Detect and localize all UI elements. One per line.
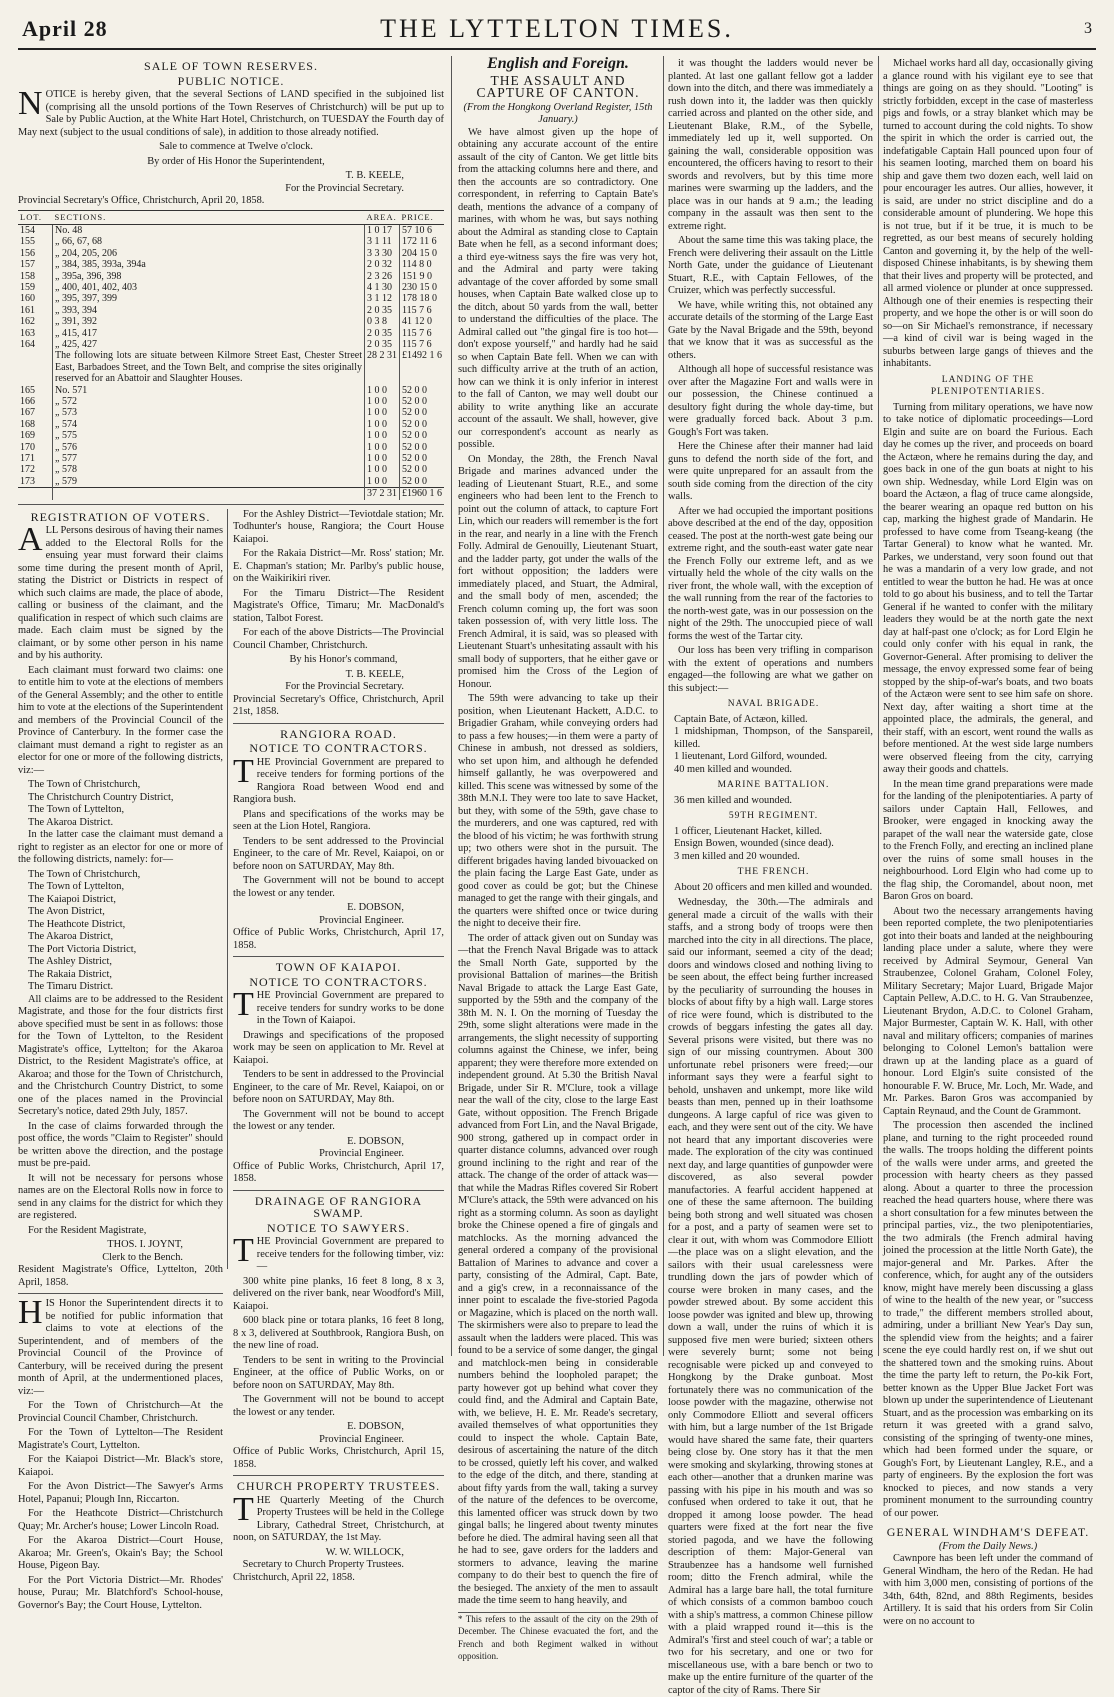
church-signer: W. W. WILLOCK,	[325, 1546, 404, 1558]
lot-sections: „ 574	[55, 418, 77, 430]
district-item: The Kaiapoi District,	[28, 893, 117, 905]
lot-number: 158	[18, 271, 53, 282]
divider	[18, 504, 444, 505]
article-title: THE ASSAULT AND CAPTURE OF CANTON.	[476, 72, 640, 100]
district-list-2	[18, 869, 223, 994]
table-row	[18, 236, 444, 247]
lots-group-b	[18, 385, 444, 488]
lot-number: 157	[18, 259, 53, 270]
lot-number: 160	[18, 293, 53, 304]
article-paragraph: After we had occupied the important positions above described at the end of the day, opposition ceased. The post at the north-west gate being our extreme right, and the south-east water gate near the French Folly our extreme left, and as we virtually held the whole of the city walls on the river front, the whole wall, with the exception of the wall running from the rear of the factories to the north-west gate, was in our possession on the night of the 29th. The unoccupied piece of wall forms the west of the Tartar city.	[668, 505, 873, 642]
article-paragraph: Our loss has been very trifling in comparison with the extent of operations and numbers engaged—the following are what we gather on this subject:—	[668, 645, 873, 694]
church-body	[233, 1490, 444, 1545]
table-row	[18, 271, 444, 282]
superintendent-body: IS Honor the Superintendent directs it to be notified for public information that claims to vote at elections of the Superintendent, and of members of the Provincial Council of the Province of Canterbury, will be received during the present month of April, at the undermentioned places, viz:—	[18, 1298, 223, 1397]
article-paragraph: The order of attack given out on Sunday was—that the French Naval Brigade was to attack the Small North Gate, supported by the provisional Battalion of marines—the British Naval Brigade to attack the Large East Gate, supported by the 59th and the company of the 38th M. N. I. On the morning of Tuesday the 29th, some slight alterations were made in the arrangements, the slight necessity of supporting columns against the Chinese, we infer, being apparent; they were therefore more extended on independent ground. At 5.30 the British Naval Brigade, under Sir R. M'Clure, took a village near the wall of the city, close to the large East Gate, without opposition. The French Brigade advanced from Fort Lin, and the Naval Brigade, 900 strong, gathered up in compact order in quarter distance columns, advanced over rough ground inclining to the right and rear of the attack. The change of the order of attack was—that while the Madras Rifles covered Sir Robert M'Clure's attack, the 59th were advanced on his right as a storming column. As soon as daylight broke the Chinese opened a fire of gingals and matchlocks. As the morning advanced the general ordered a company of the provisional Battalion of Marines to advance and cover a party, consisting of the Admiral, Capt. Bate, and a gig's crew, in a reconnaissance of the inner point to escalade the five-storied Pagoda or Magazine, which is placed on the north wall. The skirmishers were also to prepare to lead the assault when the ladders were placed. This was found to be a service of some danger, the gingal and matchlock-men being in considerable numbers behind the loopholed parapet; the party however got up behind what cover they could find, and the Admiral and Captain Bate, with, we believe, H. E. Mr. Reade's secretary, availed themselves of what opportunities they could to inspect the whole. Captain Bate, desirous of ascertaining the nature of the ditch to be crossed, quietly left his cover, and walked to the edge of the ditch, and there, standing at about fifty yards from the wall, taking a survey of the nature of the defences to be overcome, this lamented officer was struck down by two gingal balls; he lingered about twenty minutes before he died. The admiral having seen all that he had to see, gave orders for the ladders and stormers to advance, leaving the marine company to do their best to quench the fire of the besieged. The anxiety of the men to assault made the time seem to hang heavily, and	[458, 932, 658, 1606]
column-rule	[878, 56, 879, 1356]
lot-sections: „ 393, 394	[55, 304, 97, 316]
sale-body: OTICE is hereby given, that the several Sections of LAND specified in the subjoined list (comprising all the unsold portions of the Town Reserves of Christchurch) will be put up to Sale by Public Auction, at the White Hart Hotel, Christchurch, on TUESDAY the Fourth day of May next (subject to the usual conditions of sale), in addition to those already notified.	[18, 89, 444, 138]
drainage-subheading: NOTICE TO SAWYERS.	[267, 1220, 410, 1235]
lot-sections: „ 395, 397, 399	[55, 293, 117, 305]
lot-area: 2 0 35	[365, 339, 400, 350]
lot-sections: No. 48	[55, 224, 83, 236]
lot-price: 52 0 0	[400, 453, 445, 464]
registration-para3: In the latter case the claimant must demand a right to register as an elector for one or more of the following districts, namely: for—	[18, 829, 223, 866]
lot-price: 230 15 0	[400, 282, 445, 293]
sections-header: SECTIONS.	[53, 210, 365, 224]
lot-price: 52 0 0	[400, 407, 445, 418]
kaiapoi-signer-title: Provincial Engineer.	[319, 1148, 404, 1160]
rangiora-subheading: NOTICE TO CONTRACTORS.	[249, 741, 428, 756]
polling-place: For the Akaroa District—Court House, Akaroa; Mr. Green's, Okain's Bay; the School House, Pigeon Bay.	[18, 1535, 223, 1572]
article-column-1	[458, 55, 658, 1661]
registration-body	[18, 521, 223, 663]
lot-number: 172	[18, 464, 53, 475]
drainage-signer: E. DOBSON,	[347, 1421, 404, 1433]
rangiora-signer: E. DOBSON,	[347, 902, 404, 914]
casualty-group-heading: THE FRENCH.	[737, 867, 810, 877]
divider	[18, 1293, 223, 1294]
table-row	[18, 259, 444, 270]
sale-time: Sale to commence at Twelve o'clock.	[159, 141, 313, 152]
lot-number: 162	[18, 316, 53, 327]
district-list-1	[18, 779, 223, 829]
total-price: £1960 1 6	[400, 488, 445, 500]
lot-price: 115 7 6	[400, 339, 445, 350]
article-column-2	[668, 58, 873, 1696]
sale-office: Provincial Secretary's Office, Christchurch, April 20, 1858.	[18, 195, 265, 206]
article-paragraph: Wednesday, the 30th.—The admirals and general made a circuit of the walls with their staffs, and a strong body of troops were then marched into the city in all directions. The place, said our informant, seemed a city of the dead; doors and windows closed and nothing living to be seen about, the effect being further increased by the peculiarity of surrounding the houses in blocks of about fifty by a high wall. Large stores of rice were found, which is distributed to the crowds of beggars infesting the gates all day. Several prisons were visited, but there was no sign of our missing countrymen. About 300 unfortunate rebel prisoners were freed;—our informant says they were a fearful sight to behold, unshaven and unkempt, more like wild beasts than men, penned up in their loathsome dungeons. A large capful of rice was given to each, and they were sent out of the city. We have not heard that any important discoveries were made. The exploration of the city was continued next day, and large quantities of gunpowder were discovered, as also several powder manufactories. A fearful accident happened at one of these the same afternoon. The building being both strong and well situated was chosen for a post, and a party of seamen were set to clear it out, with whom was Commodore Elliott—the place was on a slight elevation, and the sailors with their usual carelessness were trundling down the jars of powder which of course were broken in many cases, and the powder strewed about. By some accident this loose powder was ignited and blew up, throwing down a wall, under the ruins of which it is supposed five men were buried; sixteen others were severely burnt; some not being recognisable were picked up and conveyed to Hongkong by the Drake gunboat. Most fortunately there was no communication of the loose powder with the magazine, otherwise not only Commodore Elliott and several officers with him, but a large number of the 1st Brigade would have shared the same fate, their quarters being close by. One story has it that the men were smoking and skylarking, throwing stones at each other—another that a drunken marine was passing with his pipe in his mouth and was so confused when ordered to take it out, that he dropped it among loose powder. The head quarters were fixed at the fort near the five storied pagoda, and we have the following description of them: Major-General van Straubenzee has a handsome well furnished room; ditto the French admiral, while the Admiral has a large bare hall, the total furniture of which consists of a common bamboo couch with a ship's mattress, a common Chinese pillow with a plaid wrapped round it—this is the Admiral's 'first and steel couch of war'; a table or two for his secretary, and one or two for miscellaneous use, with a bare bench or two to make up the entire furniture of the quarter of the captor of the city of Rams. There Sir	[668, 897, 873, 1696]
lot-sections: „ 577	[55, 453, 77, 465]
polling-place: For the Ashley District—Teviotdale station; Mr. Todhunter's house, Rangiora; the Court House Kaiapoi.	[233, 508, 444, 545]
table-row	[18, 293, 444, 304]
drainage-body	[233, 1232, 444, 1274]
lot-area: 3 1 11	[365, 236, 400, 247]
sale-signer-title: For the Provincial Secretary.	[285, 182, 404, 194]
district-item: The Christchurch Country District,	[28, 791, 174, 803]
advertisements-column	[18, 58, 444, 1611]
lot-area: 4 1 30	[365, 282, 400, 293]
windham-heading: GENERAL WINDHAM'S DEFEAT.	[886, 1525, 1090, 1539]
church-office: Christchurch, April 22, 1858.	[233, 1571, 355, 1583]
lot-sections: „ 576	[55, 441, 77, 453]
lots-table	[18, 210, 444, 500]
casualty-group-heading: 59TH REGIMENT.	[728, 811, 819, 821]
drainage-heading: DRAINAGE OF RANGIORA SWAMP.	[254, 1193, 423, 1221]
lot-sections: „ 425, 427	[55, 338, 97, 350]
right-notices	[233, 508, 444, 1583]
lot-number: 154	[18, 224, 53, 236]
dropcap-t: T	[233, 986, 254, 1024]
article-col3-body	[883, 58, 1093, 371]
article-paragraph: We have, while writing this, not obtained any accurate details of the storming of the Large East Gate by the Naval Brigade and the 59th, beyond that we know that it was as successful as the others.	[668, 299, 873, 361]
dropcap-t: T	[233, 1232, 254, 1270]
right-office: Provincial Secretary's Office, Christchurch, April 21st, 1858.	[233, 693, 444, 718]
casualty-line: 1 lieutenant, Lord Gilford, wounded.	[674, 751, 828, 762]
registration-office: Resident Magistrate's Office, Lyttelton, 20th April, 1858.	[18, 1264, 223, 1288]
casualty-group-heading: NAVAL BRIGADE.	[727, 699, 820, 709]
article-col2-body	[668, 58, 873, 695]
rangiora-body	[233, 752, 444, 807]
lot-area: 1 0 0	[365, 464, 400, 475]
lot-price: 178 18 0	[400, 293, 445, 304]
casualty-line: Captain Bate, of Actæon, killed.	[674, 713, 808, 725]
lot-number: 167	[18, 407, 53, 418]
drainage-body-text: HE Provincial Government are prepared to receive tenders for the following timber, viz:—	[256, 1236, 444, 1273]
lot-price: 52 0 0	[400, 476, 445, 488]
district-item: The Avon District,	[28, 906, 105, 918]
casualty-line: 3 men killed and 20 wounded.	[674, 850, 800, 862]
casualty-line: Ensign Bowen, wounded (since dead).	[674, 838, 834, 849]
district-item: The Town of Lyttelton,	[28, 804, 125, 816]
lot-number: 168	[18, 419, 53, 430]
table-row	[18, 224, 444, 236]
rangiora-signer-title: Provincial Engineer.	[319, 914, 404, 926]
article-paragraph: In the mean time grand preparations were made for the landing of the plenipotentiaries. A party of sailors under Captain Hall, Fellowes, and Brooker, were engaged in knocking away the parapet of the wall near the waterside gate, close to the French Folly, and erecting an inclined plane over the ruins of some small houses in the neighbourhood. Lord Elgin who had come up to the flag ship, the Coromandel, about noon, met Baron Gros on board.	[883, 778, 1093, 902]
newspaper-title: THE LYTTELTON TIMES.	[380, 14, 734, 43]
lot-number: 170	[18, 442, 53, 453]
rangiora-heading: RANGIORA ROAD.	[280, 726, 397, 741]
table-row	[18, 385, 444, 396]
article-col1-body	[458, 127, 658, 1608]
dropcap-t: T	[233, 752, 254, 790]
lot-number: 159	[18, 282, 53, 293]
polling-place: For the Town of Lyttelton—The Resident Magistrate's Court, Lyttelton.	[18, 1427, 223, 1451]
subtotal-area: 28 2 31	[365, 350, 400, 384]
masthead-rule	[18, 48, 1096, 50]
registration-for: For the Resident Magistrate,	[28, 1224, 147, 1236]
article-paragraph: About the same time this was taking place, the French were delivering their assault on the Little North Gate, under the guidance of Lieutenant Stuart, R.E., with Captain Fellowes, of the Cruizer, which was perfectly successful.	[668, 235, 873, 296]
sale-subheading: PUBLIC NOTICE.	[177, 73, 285, 88]
masthead	[0, 0, 1114, 50]
dropcap-t: T	[233, 1490, 254, 1528]
table-row	[18, 442, 444, 453]
lot-number: 166	[18, 396, 53, 407]
lot-price: 41 12 0	[400, 316, 445, 327]
kaiapoi-body-text: HE Provincial Government are prepared to receive tenders for sundry works to be done in the Town of Kaiapoi.	[256, 990, 444, 1027]
kaiapoi-subheading: NOTICE TO CONTRACTORS.	[249, 974, 428, 989]
table-row	[18, 282, 444, 293]
lot-sections: „ 395a, 396, 398	[55, 270, 122, 282]
casualty-line: 1 officer, Lieutenant Hacket, killed.	[674, 825, 822, 837]
polling-place: For the Town of Christchurch—At the Provincial Council Chamber, Christchurch.	[18, 1400, 223, 1424]
lot-price: 115 7 6	[400, 328, 445, 339]
table-row	[18, 453, 444, 464]
table-row	[18, 339, 444, 350]
lot-number: 156	[18, 248, 53, 259]
dropcap-n: N	[18, 85, 43, 122]
lot-area: 1 0 0	[365, 419, 400, 430]
polling-place: For the Kaiapoi District—Mr. Black's store, Kaiapoi.	[18, 1454, 223, 1478]
casualty-line: 1 midshipman, Thompson, of the Sanspareil, killed.	[674, 726, 873, 750]
district-item: The Heathcote District,	[28, 918, 126, 930]
casualty-line: 40 men killed and wounded.	[674, 763, 793, 775]
divider	[233, 1475, 444, 1476]
kaiapoi-p4: The Government will not be bound to accept the lowest or any tender.	[233, 1108, 444, 1133]
registration-signer-title: Clerk to the Bench.	[102, 1251, 183, 1263]
church-signer-title: Secretary to Church Property Trustees.	[242, 1559, 404, 1571]
superintendent-notice	[18, 1294, 223, 1398]
section-heading: English and Foreign.	[487, 55, 629, 72]
lot-number: 173	[18, 476, 53, 488]
lot-price: 52 0 0	[400, 419, 445, 430]
article-paragraph: We have almost given up the hope of obtaining any accurate account of the entire assault of the city of Canton. We get little bits from the attacking columns here and there, and then the accounts are so contradictory. One correspondent, in referring to Captain Bate's death, mentions the advance of a company of marines, with whom he was, but says nothing about the Admiral as standing close to Captain Bate when he fell, as a second informant does; a third eye-witness says the fire was very hot, and the Admiral and party were taking advantage of the cover afforded by some small houses, when Captain Bate walked close up to the ditch, about 50 yards from the wall, better to understand the difficulties of the place. The Admiral called out "the gingal fire is too hot—don't expose yourself," and hardly had he said so when Captain Bate fell. When we can with such difficulty arrive at the truth of an action, how can we think it is only inferior in interest to the fall of Canton, we may well doubt our ability to write anything like an accurate account of the assault. We shall, however, give our correspondent's account as nearly as possible.	[458, 126, 658, 450]
table-row	[18, 248, 444, 259]
landing-heading: LANDING OF THE PLENIPOTENTIARIES.	[930, 374, 1046, 397]
district-item: The Town of Christchurch,	[28, 868, 141, 880]
lot-number: 171	[18, 453, 53, 464]
registration-notice	[18, 509, 223, 1611]
drainage-office: Office of Public Works, Christchurch, April 15, 1858.	[233, 1446, 444, 1470]
lot-number: 169	[18, 430, 53, 441]
article-paragraph: Although all hope of successful resistance was over after the Magazine Fort and walls were in our possession, the Chinese continued a desultory fight during the whole day-time, but were gradually forced back. About 3 p.m. Gough's Fort was taken.	[668, 364, 873, 438]
article-paragraph: Here the Chinese after their manner had laid guns to defend the north side of the fort, and were quite unprepared for an assault from the south side coming from the direction of the city walls.	[668, 441, 873, 502]
polling-place: For the Timaru District—The Resident Magistrate's Office, Timaru; Mr. MacDonald's station, Talbot Forest.	[233, 587, 444, 624]
area-header: AREA.	[365, 210, 400, 224]
lot-sections: „ 573	[55, 407, 77, 419]
registration-para6: It will not be necessary for persons whose names are on the Electoral Rolls now in force to send in any claims for the district for which they are registered.	[18, 1172, 223, 1222]
church-body-text: HE Quarterly Meeting of the Church Property Trustees will be held in the College Library, Cathedral Street, Christchurch, at noon, on SATURDAY, the 1st May.	[233, 1494, 444, 1544]
article-paragraph: The 59th were advancing to take up their position, when Lieutenant Hackett, A.D.C. to Brigadier Graham, while conveying orders had to pass a few houses;—in them were a party of Chinese in ambush, not dressed as soldiers, who set upon him, and although he defended himself gallantly, he was overpowered and killed. This scene was witnessed by some of the 38th M.N.I. They were too late to save Hacket, but they, with some of the 59th, gave chase to the murderers, and one was captured, red with the blood of his victim; he was forthwith strung up; two others were shot in the pursuit. The different brigades having landed bivouacked on the plain facing the Large East Gate, under as good cover as could be got; but the Chinese managed to get the range with their gingals, and the quarters were shifted once or twice during the night to deceive their fire.	[458, 693, 658, 929]
district-item: The Akaroa District.	[28, 816, 114, 828]
article-paragraph: it was thought the ladders would never be planted. At last one gallant fellow got a ladder down into the ditch, and there was immediately a rush down into it, the ladder was then quickly carried across and planted on the other side, and Lieutenant Blake, R.M., of the Sybelle, immediately led up it, well supported. On gaining the wall, considerable opposition was encountered, the officers having to resort to their swords and revolvers, but by this time more marines were swarming up the ladders, and the place was in our hands at 9 a.m.; the leading company in the assault was then sent to the extreme right.	[668, 58, 873, 232]
lot-area: 3 3 30	[365, 248, 400, 259]
lot-sections: „ 572	[55, 396, 77, 407]
page-number: 3	[1084, 20, 1092, 37]
lot-price: 204 15 0	[400, 248, 445, 259]
lot-sections: „ 415, 417	[55, 327, 97, 339]
district-item: The Akaroa District,	[28, 931, 114, 943]
kaiapoi-office: Office of Public Works, Christchurch, April 17, 1858.	[233, 1160, 444, 1185]
polling-place: For the Port Victoria District—Mr. Rhodes' house, Purau; Mr. Blatchford's School-house, Governor's Bay; the Court House, Lyttelton.	[18, 1574, 223, 1611]
sale-heading: SALE OF TOWN RESERVES.	[144, 59, 318, 73]
table-row	[18, 430, 444, 441]
registration-para4: All claims are to be addressed to the Resident Magistrate, and those for the four districts first above specified must be sent in as follows: those for the Town of Lyttelton, to the Resident Magistrate's office, Lyttelton; for the Akaroa District, to the Resident Magistrate's office, at Akaroa; and those for the Town of Christchurch, and the Christchurch Country District, to some one of the places named in the Provincial Secretary's notice, dated 29th July, 1857.	[18, 993, 223, 1118]
lot-header: LOT.	[18, 210, 53, 224]
table-row	[18, 396, 444, 407]
drainage-p2: 300 white pine planks, 16 feet 8 long, 8 x 3, delivered on the river bank, near Woodford's Mill, Kaiapoi.	[233, 1275, 444, 1312]
lots-middle-note: The following lots are situate between Kilmore Street East, Chester Street East, Barbadoes Street, and the Town Belt, and comprise the sites originally reserved for an Abattoir and Slaughter Houses.	[55, 350, 362, 385]
lot-price: 52 0 0	[400, 430, 445, 441]
lot-sections: „ 66, 67, 68	[55, 236, 102, 248]
casualty-line: 36 men killed and wounded.	[674, 794, 793, 806]
sale-notice	[18, 85, 444, 139]
kaiapoi-p2: Drawings and specifications of the proposed work may be seen on application to Mr. Revel at Kaiapoi.	[233, 1029, 444, 1066]
footnote: * This refers to the assault of the city on the 29th of December. The Chinese evacuated the fort, and the French and both Regiment walked in without opposition.	[458, 1613, 658, 1661]
divider	[233, 956, 444, 957]
lot-area: 2 0 35	[365, 305, 400, 316]
kaiapoi-body	[233, 986, 444, 1028]
right-order: By his Honor's command,	[289, 654, 398, 666]
divider	[233, 723, 444, 724]
lot-sections: „ 391, 392	[55, 316, 97, 328]
lot-price: 52 0 0	[400, 396, 445, 407]
lot-price: 172 11 6	[400, 236, 445, 247]
issue-date: April 28	[22, 16, 108, 41]
article-col2-body-cont	[668, 897, 873, 1697]
registration-para2: Each claimant must forward two claims: one to entitle him to vote at the elections of members of the General Assembly; and the other to entitle him to vote at the elections of the Superintendent and members of the Provincial Council of the Province of Canterbury. In the former case the claimant must demand a right to register as an elector for one or more of the following districts, viz:—	[18, 664, 223, 776]
lots-middle	[18, 350, 444, 384]
district-item: The Ashley District,	[28, 956, 112, 968]
lot-number: 155	[18, 236, 53, 247]
column-rule	[451, 56, 452, 1356]
casualty-line: About 20 officers and men killed and wounded.	[674, 881, 873, 893]
lot-area: 2 3 26	[365, 271, 400, 282]
lot-area: 2 0 35	[365, 328, 400, 339]
lot-sections: „ 578	[55, 464, 77, 476]
lot-price: 52 0 0	[400, 442, 445, 453]
polling-place: For each of the above Districts—The Provincial Council Chamber, Christchurch.	[233, 627, 444, 651]
table-row	[18, 316, 444, 327]
casualty-group-heading: MARINE BATTALION.	[717, 780, 830, 790]
article-paragraph: On Monday, the 28th, the French Naval Brigade and marines advanced under the leading of Lieutenant Stuart, R.E., and some engineers who had been lent to the French to point out the column of attack, to capture Fort Lin, which our readers will remember is the fort in the rear, and nearly in a line with the French Folly. Admiral de Genouilly, Lieutenant Stuart, and the ladder party, got under the walls of the fort without opposition; the ladders were immediately placed, and Stuart, the Admiral, and the small body of men, ascended; the French column coming up, the fort was soon taken possession of, with very little loss. The French Admiral, it is said, was so pleased with Lieutenant Stuart's unhesitating assault with his small body of supporters, that he either gave or promised him the Cross of the Legion of Honour.	[458, 453, 658, 690]
polling-places-cont	[233, 509, 444, 653]
district-item: The Town of Christchurch,	[28, 779, 141, 791]
table-row	[18, 419, 444, 430]
article-source: (From the Hongkong Overland Register, 15th January.)	[463, 101, 653, 125]
sale-signer: T. B. KEELE,	[345, 170, 404, 181]
lots-group-a	[18, 224, 444, 350]
right-signer-title: For the Provincial Secretary.	[285, 681, 404, 693]
windham-source: (From the Daily News.)	[938, 1540, 1038, 1552]
lot-sections: No. 571	[55, 384, 88, 396]
table-row	[18, 328, 444, 339]
polling-places	[18, 1400, 223, 1612]
lot-area: 1 0 0	[365, 430, 400, 441]
price-header: PRICE.	[400, 210, 445, 224]
lot-area: 1 0 0	[365, 453, 400, 464]
district-item: The Port Victoria District,	[28, 943, 137, 955]
drainage-p3: 600 black pine or totara planks, 16 feet 8 long, 8 x 3, delivered at Southbrook, Rangiora Bush, on the new line of road.	[233, 1315, 444, 1352]
lot-sections: „ 204, 205, 206	[55, 247, 117, 259]
casualty-list	[668, 698, 873, 894]
lot-number: 161	[18, 305, 53, 316]
lot-price: 114 8 0	[400, 259, 445, 270]
column-rule	[663, 56, 664, 1356]
lot-number: 163	[18, 328, 53, 339]
polling-place: For the Heathcote District—Christchurch Quay; Mr. Archer's house; Lower Lincoln Road.	[18, 1508, 223, 1532]
lot-price: 115 7 6	[400, 305, 445, 316]
lot-area: 3 1 12	[365, 293, 400, 304]
kaiapoi-p3: Tenders to be sent in addressed to the Provincial Engineer, to the care of Mr. Revel, Kaiapoi, on or before noon on SATURDAY, May 8th.	[233, 1069, 444, 1106]
right-signer: T. B. KEELE,	[345, 668, 404, 680]
table-row	[18, 407, 444, 418]
lot-sections: „ 400, 401, 402, 403	[55, 281, 137, 293]
district-item: The Rakaia District,	[28, 968, 112, 980]
district-item: The Timaru District.	[28, 981, 114, 993]
lot-area: 1 0 0	[365, 407, 400, 418]
drainage-signer-title: Provincial Engineer.	[319, 1433, 404, 1445]
lot-number: 165	[18, 385, 53, 396]
lot-price: 52 0 0	[400, 385, 445, 396]
column-rule	[227, 509, 228, 1269]
lot-area: 1 0 0	[365, 385, 400, 396]
lot-sections: „ 384, 385, 393a, 394a	[55, 259, 146, 271]
lot-area: 1 0 0	[365, 442, 400, 453]
rangiora-p4: The Government will not be bound to accept the lowest or any tender.	[233, 875, 444, 899]
registration-signer: THOS. I. JOYNT,	[107, 1239, 183, 1251]
article-paragraph: About two the necessary arrangements having been reported complete, the two plenipotentiaries got into their boats and landed at the neighbouring landing place under a salute, where they were received by Admiral Seymour, General Van Straubenzee, Colonel Graham, Colonel Foley, Military Secretary; Major Luard, Brigade Major Captain Pellew, A.D.C. to H. G. Van Straubenzee, Lieutenant Brydon, A.D.C. to Colonel Graham, Major Burmester, Captain W. K. Hall, with other naval and military officers; companies of marines belonging to Colonel Lemon's battalion were drawn up at the landing place as a guard of honour. Lord Elgin's suite consisted of the honourable F. W. Bruce, Mr. Loch, Mr. Wade, and Mr. Parkes. Baron Gros was accompanied by Captain Reynaud, and the Count de Grammont.	[883, 905, 1093, 1117]
table-row	[18, 476, 444, 488]
lot-area: 1 0 17	[365, 224, 400, 236]
dropcap-a: A	[18, 521, 43, 559]
drainage-p4: Tenders to be sent in writing to the Provincial Engineer, at the office of Public Works, on or before noon on SATURDAY, May 8th.	[233, 1354, 444, 1391]
lot-sections: „ 575	[55, 430, 77, 442]
table-row	[18, 305, 444, 316]
article-paragraph: The procession then ascended the inclined plane, and turning to the right proceeded round the walls. The troops holding the different points of the walls were under arms, and greeted the procession with hearty cheers as they passed along. About a quarter to three the procession reached the head quarters house, where there was a short consultation for a few minutes between the principal parties, viz., the two plenipotentiaries, the two admirals (the French admiral having joined the procession at the little North Gate), the major-general and Mr. Parkes. After the conference, which, for aught any of the outsiders know, might have merely been discussing a glass of wine to the health of the new year, or "success to trade," the different members strolled about, admiring, under a brilliant New Year's Day sun, the splendid view from the heights; and a fairer scene the eye could hardly rest on, if we shut out the shattered town and the smoking ruins. About the time the party left to return, the Po-kik Fort, better known as the Upper Blue Jacket Fort was blown up under the superintendence of Lieutenant Stuart, and as the procession was embarking on its return it was greeted with a grand salvo, consisting of the springing of twenty-one mines, which had been formed under the square, or Gough's Fort, by Lieutenant Langley, R.E., and a party of engineers. By the explosion the fort was knocked to pieces, and now stands a very prominent monument to the surrounding country of our power.	[883, 1120, 1093, 1519]
polling-place: For the Avon District—The Sawyer's Arms Hotel, Papanui; Plough Inn, Riccarton.	[18, 1481, 223, 1505]
divider	[233, 1190, 444, 1191]
lot-price: 52 0 0	[400, 464, 445, 475]
polling-place: For the Rakaia District—Mr. Ross' station; Mr. E. Chapman's station; Mr. Parlby's public house, on the Waikirikiri river.	[233, 548, 444, 585]
rangiora-body-text: HE Provincial Government are prepared to receive tenders for forming portions of the Rangiora Road between Wood end and Rangiora bush.	[233, 756, 444, 806]
registration-body-text: LL Persons desirous of having their names added to the Electoral Rolls for the ensuing year must forward their claims some time during the present month of April, stating the District or Districts in respect of which such claims are made, the place of abode, calling or business of the claimant, and the qualification in respect of which such claims are made. Each claim must be signed by the claimant, or by some other person in his name and by his authority.	[18, 525, 223, 662]
lot-price: 151 9 0	[400, 271, 445, 282]
kaiapoi-signer: E. DOBSON,	[347, 1135, 404, 1147]
dropcap-h: H	[18, 1294, 43, 1332]
sale-order: By order of His Honor the Superintendent,	[147, 155, 325, 167]
drainage-p5: The Government will not be bound to accept the lowest or any tender.	[233, 1394, 444, 1418]
total-area: 37 2 31	[365, 488, 400, 500]
subtotal-price: £1492 1 6	[400, 350, 445, 384]
article-paragraph: Michael works hard all day, occasionally giving a glance round with his vigilant eye to see that things are going on as they should. "Looting" is strictly forbidden, except in the case of masterless pigs and fowls, or a stray blanket which may be turned to account during the cold nights. To show the spirit in which the order is carried out, the indefatigable Captain Hall pounced upon four of his seamen looting, marched them on board his ship and gave them two dozen each, well laid on pour encourager les autres. Our allies, however, it is said, are under no strict discipline and do a considerable amount of plundering. We hope this is not true, but if it be true, it is much to be regretted, as our best means of securely holding Canton and governing it, by the help of the well-disposed Chinese inhabitants, is by shewing them that their lives and property will be protected, and all armed violence or plunder at once suppressed. Although one of their enemies is respecting their property, and we hope the other is or will soon do so—on Sir Michael's remonstrance, if necessary—a kind of civil war is being waged in the suburbs between large gangs of thieves and the inhabitants.	[883, 58, 1093, 369]
article-paragraph: Turning from military operations, we have now to take notice of diplomatic proceedings—Lord Elgin and suite are on board the Furious. Each day he comes up the river, and proceeds on board the Actæon, where he remains during the day, and goes back in one of the gun boats at night to his own ship. Wednesday, while Lord Elgin was on board the Actæon, a flag of truce came alongside, the bearer wearing an opaque red button on his cap, marking the highest grade of Mandarin. He professed to have come from Tseang-keang (the Tartar General) to know what he wanted. Mr. Parkes, we understand, very soon found out that he was a mandarin of a very low grade, and not entitled to wear the button he had. He was at once told to go about his business, and to tell the Tartar General if he wanted to confer with the military leaders they would be at the north gate the next day at half-past one o'clock; as for Lord Elgin he could only confer with his equal in rank, the Governor-General. After promising to deliver the message, the envoy expressed some fear of being stopped by the ship-of-war's boats, and two boats of the Actæon were sent to see him safe on shore. Next day, after waiting a short time at the appointed place, the admirals, the general, and their staff, with an escort, went round the walls as before mentioned. At the west side large numbers were observed fleeing from the city, carrying away their goods and chattels.	[883, 401, 1093, 775]
article-col3-body-cont	[883, 402, 1093, 1521]
lot-area: 1 0 0	[365, 476, 400, 488]
district-item: The Town of Lyttelton,	[28, 881, 125, 893]
lot-area: 0 3 8	[365, 316, 400, 327]
rangiora-p3: Tenders to be sent addressed to the Provincial Engineer, to the care of Mr. Revel, Kaiapoi, on or before noon on SATURDAY, May 8th.	[233, 835, 444, 872]
registration-heading: REGISTRATION OF VOTERS.	[30, 509, 211, 524]
lot-area: 2 0 32	[365, 259, 400, 270]
notices-two-column	[18, 508, 444, 1611]
lot-number: 164	[18, 339, 53, 350]
church-heading: CHURCH PROPERTY TRUSTEES.	[236, 1479, 441, 1494]
windham-body: Cawnpore has been left under the command of General Windham, the hero of the Redan. He had with him 3,000 men, consisting of portions of the 34th, 64th, 82nd, and 88th Regiments, besides Artillery. It is said that his orders from Sir Colin were on no account to	[883, 1553, 1093, 1627]
article-column-3	[883, 58, 1093, 1627]
table-row	[18, 464, 444, 475]
lot-price: 57 10 6	[400, 224, 445, 236]
lot-area: 1 0 0	[365, 396, 400, 407]
registration-para5: In the case of claims forwarded through the post office, the words "Claim to Register" should be written above the direction, and the postage must be pre-paid.	[18, 1120, 223, 1170]
rangiora-p2: Plans and specifications of the works may be seen at the Lion Hotel, Rangiora.	[233, 808, 444, 833]
kaiapoi-heading: TOWN OF KAIAPOI.	[275, 960, 402, 975]
lot-sections: „ 579	[55, 475, 77, 487]
rangiora-office: Office of Public Works, Christchurch, April 17, 1858.	[233, 927, 444, 951]
